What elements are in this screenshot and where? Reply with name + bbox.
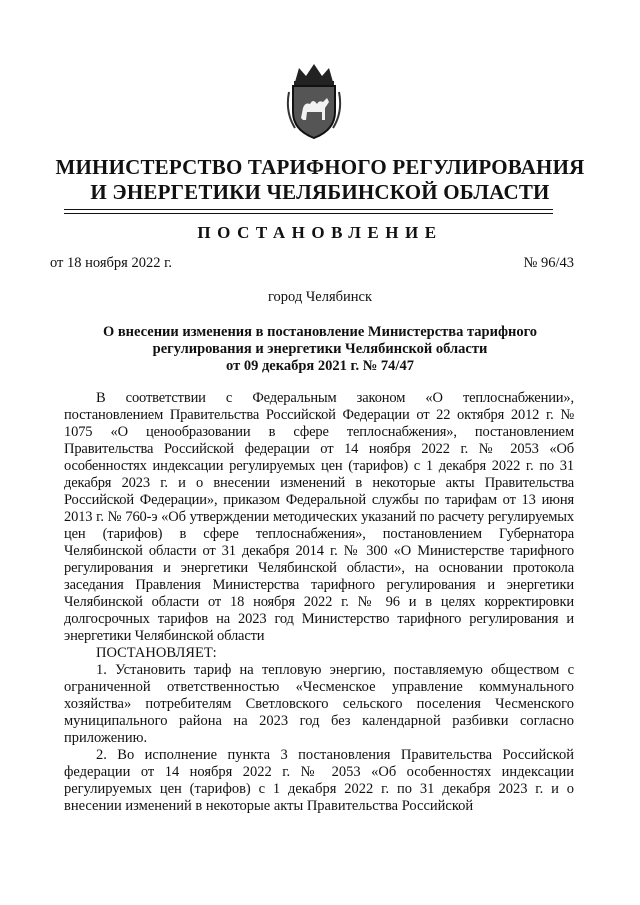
document-number: № 96/43 (523, 255, 574, 271)
subject-line-3: от 09 декабря 2021 г. № 74/47 (226, 358, 414, 374)
document-type: ПОСТАНОВЛЕНИЕ (197, 223, 443, 242)
ministry-name (40, 155, 600, 205)
preamble-paragraph: В соответствии с Федеральным законом «О теплоснабжении», постановлением Правительства Российской Федерации от 22 октября 2012 г. № 1075 «О ценообразовании в сфере теплоснабжения», постановлением Правительства Российской федерации от 14 ноября 2022 г. № 2053 «Об особенностях индексации регулируемых цен (тарифов) с 1 декабря 2022 г. по 31 декабря 2023 г. и о внесении изменений в некоторые акты Правительства Российской Федерации», приказом Федеральной службы по тарифам от 13 июня 2013 г. № 760-э «Об утверждении методических указаний по расчету регулируемых цен (тарифов) в сфере теплоснабжения», постановлением Губернатора Челябинской области от 31 декабря 2014 г. № 300 «О Министерстве тарифного регулирования и энергетики Челябинской области», на основании протокола заседания Правления Министерства тарифного регулирования и энергетики Челябинской области от 18 ноября 2022 г. № 96 и в целях корректировки долгосрочных тарифов на 2023 год Министерство тарифного регулирования и энергетики Челябинской области (64, 390, 574, 644)
item-2-paragraph: 2. Во исполнение пункта 3 постановления Правительства Российской федерации от 14 ноября 2022 г. № 2053 «Об особенностях индексации регулируемых цен (тарифов) с 1 декабря 2022 г. по 31 декабря 2023 г. и о внесении изменений в некоторые акты Правительства Российской (64, 747, 574, 814)
header-divider (64, 209, 553, 210)
resolves-heading: ПОСТАНОВЛЯЕТ: (96, 645, 217, 661)
document-city: город Челябинск (267, 289, 373, 305)
subject-line-2: регулирования и энергетики Челябинской области (152, 341, 488, 357)
ministry-line-1: МИНИСТЕРСТВО ТАРИФНОГО РЕГУЛИРОВАНИЯ (55, 155, 585, 179)
ministry-line-2: И ЭНЕРГЕТИКИ ЧЕЛЯБИНСКОЙ ОБЛАСТИ (90, 180, 550, 204)
coat-of-arms-icon (283, 62, 345, 140)
document-body (64, 390, 574, 815)
item-1-paragraph: 1. Установить тариф на тепловую энергию, поставляемую обществом с ограниченной ответственностью «Чесменское управление коммунального хозяйства» потребителям Светловского сельского поселения Чесменского муниципального района на 2023 год без календарной разбивки согласно приложению. (64, 662, 574, 746)
document-date: от 18 ноября 2022 г. (50, 255, 173, 271)
subject-line-1: О внесении изменения в постановление Министерства тарифного (102, 324, 538, 340)
header-divider-thin (64, 213, 553, 214)
document-subject (70, 324, 570, 375)
